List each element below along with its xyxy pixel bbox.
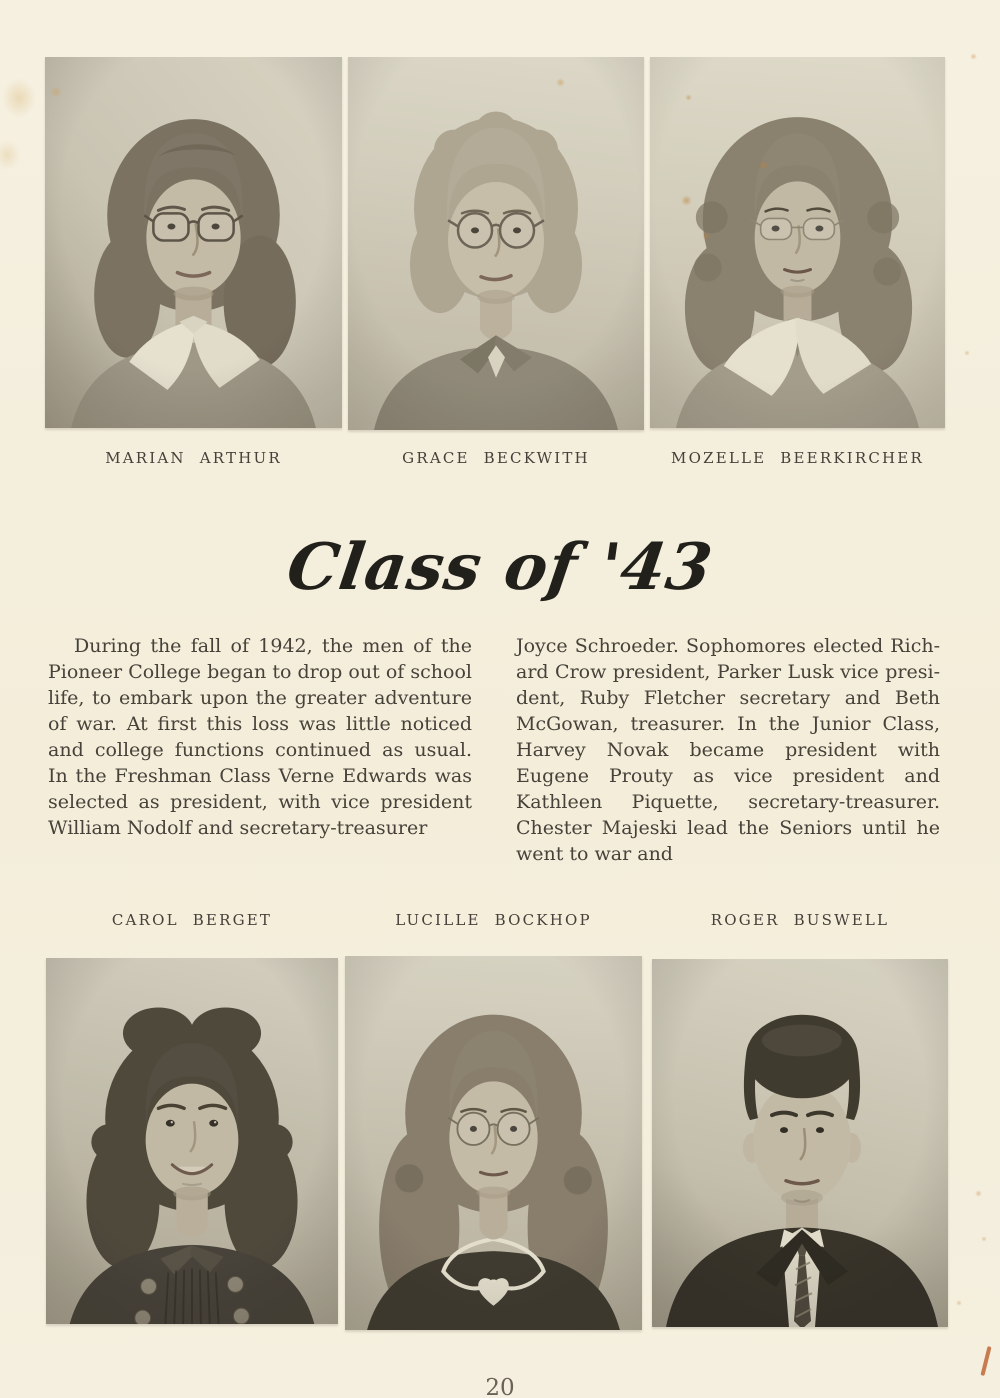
portrait-photo-carol-berget [46, 958, 338, 1324]
portrait-photo-marian-arthur [45, 57, 342, 428]
foxing-stain [981, 1236, 987, 1242]
portrait-photo-lucille-bockhop [345, 956, 642, 1330]
foxing-stain [2, 78, 36, 118]
article-paragraph-right: Joyce Schroeder. Sophomores elected Richard Crow president, Parker Lusk vice president, Ruby Fletcher secretary and Beth McGowan, treasurer. In the Junior Class, Harvey Novak became president with Eugene Prouty as vice president and Kathleen Piquette, secretary-treasurer. Chester Majeski lead the Seniors until he went to war and [516, 635, 940, 865]
article-column-left [48, 633, 472, 867]
article-text [48, 633, 940, 867]
portrait-illustration-lucille [345, 956, 642, 1330]
portrait-photo-grace-beckwith [348, 57, 644, 430]
article-column-right [516, 633, 940, 867]
caption-mozelle-beerkircher: MOZELLE BEERKIRCHER [671, 449, 924, 467]
foxing-stain [956, 1300, 962, 1306]
foxing-stain [975, 1190, 982, 1197]
portrait-photo-mozelle-beerkircher [650, 57, 945, 428]
caption-roger-buswell: ROGER BUSWELL [710, 911, 890, 929]
portrait-illustration-carol [46, 958, 338, 1324]
article-paragraph-left: During the fall of 1942, the men of the Pioneer College began to drop out of school life, to embark upon the greater adventure of war. At first this loss was little noticed and college functions continued as usual. In the Freshman Class Verne Edwards was selected as president, with vice president William Nodolf and secretary-treasurer [48, 635, 472, 839]
page-title: Class of '43 [282, 530, 718, 605]
caption-grace-beckwith: GRACE BECKWITH [402, 449, 590, 467]
foxing-stain [0, 140, 20, 170]
foxing-stain [964, 350, 970, 356]
caption-lucille-bockhop: LUCILLE BOCKHOP [395, 911, 592, 929]
caption-carol-berget: CAROL BERGET [111, 911, 273, 929]
pen-slash-mark [980, 1346, 991, 1376]
foxing-stain [970, 53, 977, 60]
portrait-illustration-mozelle [650, 57, 945, 428]
page-number: 20 [485, 1375, 515, 1398]
portrait-illustration-roger [652, 959, 948, 1327]
portrait-illustration-grace [348, 57, 644, 430]
caption-marian-arthur: MARIAN ARTHUR [105, 449, 282, 467]
portrait-illustration-marian [45, 57, 342, 428]
portrait-photo-roger-buswell [652, 959, 948, 1327]
